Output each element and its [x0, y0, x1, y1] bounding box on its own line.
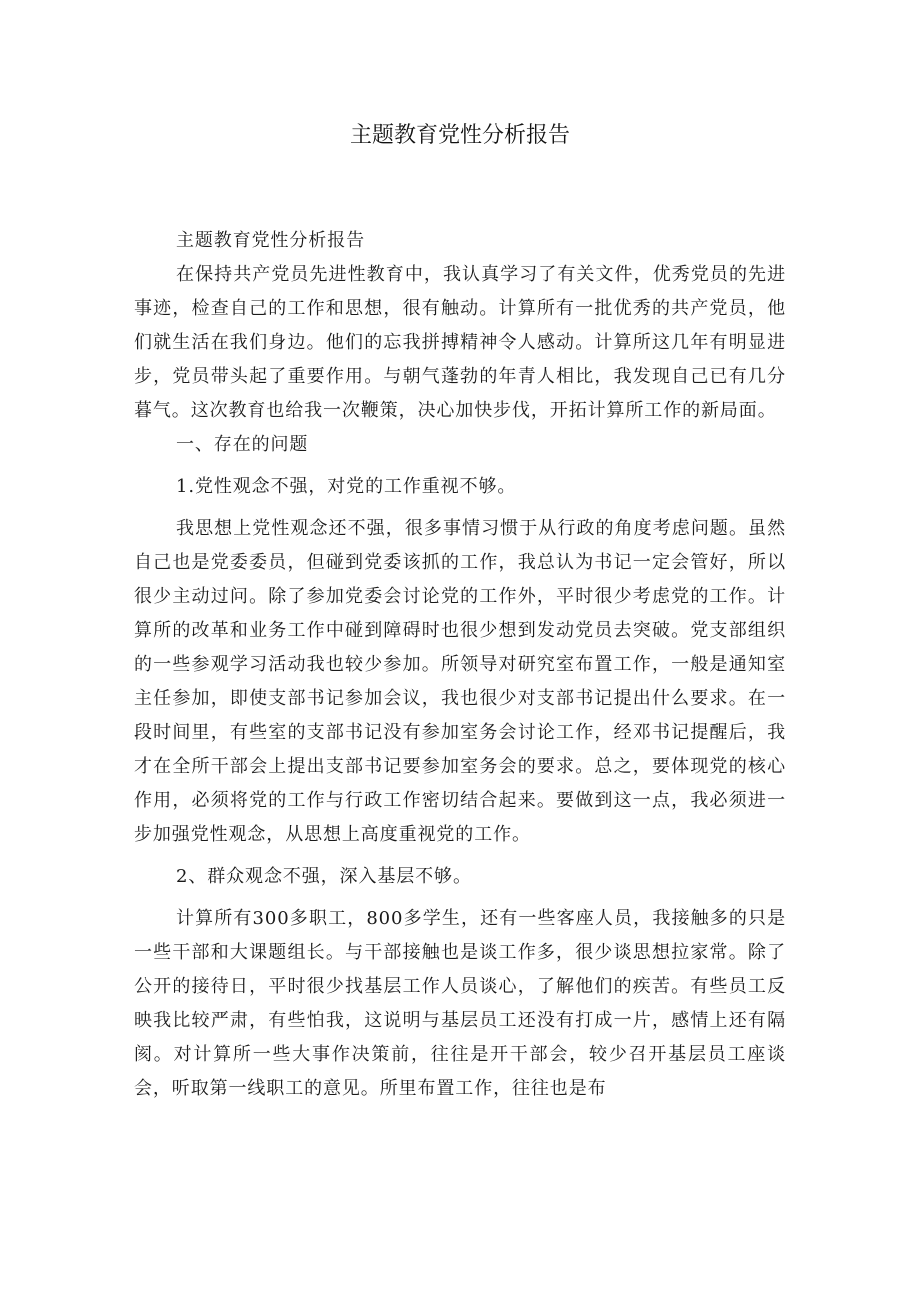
- paragraph-1: 我思想上党性观念还不强，很多事情习惯于从行政的角度考虑问题。虽然自己也是党委委员，但碰到党委该抓的工作，我总认为书记一定会管好，所以很少主动过问。除了参加党委会讨论党的工作外，平时很少考虑党的工作。计算所的改革和业务工作中碰到障碍时也很少想到发动党员去突破。党支部组织的一些参观学习活动我也较少参加。所领导对研究室布置工作，一般是通知室主任参加，即使支部书记参加会议，我也很少对支部书记提出什么要求。在一段时间里，有些室的支部书记没有参加室务会讨论工作，经邓书记提醒后，我才在全所干部会上提出支部书记要参加室务会的要求。总之，要体现党的核心作用，必须将党的工作与行政工作密切结合起来。要做到这一点，我必须进一步加强党性观念，从思想上高度重视党的工作。: [134, 518, 786, 845]
- document-body: [134, 224, 786, 1106]
- document-title: 主题教育党性分析报告: [349, 123, 570, 148]
- subheading-1: 1.党性观念不强，对党的工作重视不够。: [176, 476, 517, 497]
- section-heading-problems: 一、存在的问题: [176, 434, 309, 455]
- paragraph-2: 计算所有300多职工，800多学生，还有一些客座人员，我接触多的只是一些干部和大课题组长。与干部接触也是谈工作多，很少谈思想拉家常。除了公开的接待日，平时很少找基层工作人员谈心，了解他们的疾苦。有些员工反映我比较严肃，有些怕我，这说明与基层员工还没有打成一片，感情上还有隔阂。对计算所一些大事作决策前，往往是开干部会，较少召开基层员工座谈会，听取第一线职工的意见。所里布置工作，往往也是布: [134, 908, 786, 1099]
- paragraph-subtitle: 主题教育党性分析报告: [176, 230, 365, 251]
- subheading-2: 2、群众观念不强，深入基层不够。: [176, 866, 472, 887]
- paragraph-intro: 在保持共产党员先进性教育中，我认真学习了有关文件，优秀党员的先进事迹，检查自己的工作和思想，很有触动。计算所有一批优秀的共产党员，他们就生活在我们身边。他们的忘我拼搏精神令人感动。计算所这几年有明显进步，党员带头起了重要作用。与朝气蓬勃的年青人相比，我发现自己已有几分暮气。这次教育也给我一次鞭策，决心加快步伐，开拓计算所工作的新局面。: [134, 264, 786, 421]
